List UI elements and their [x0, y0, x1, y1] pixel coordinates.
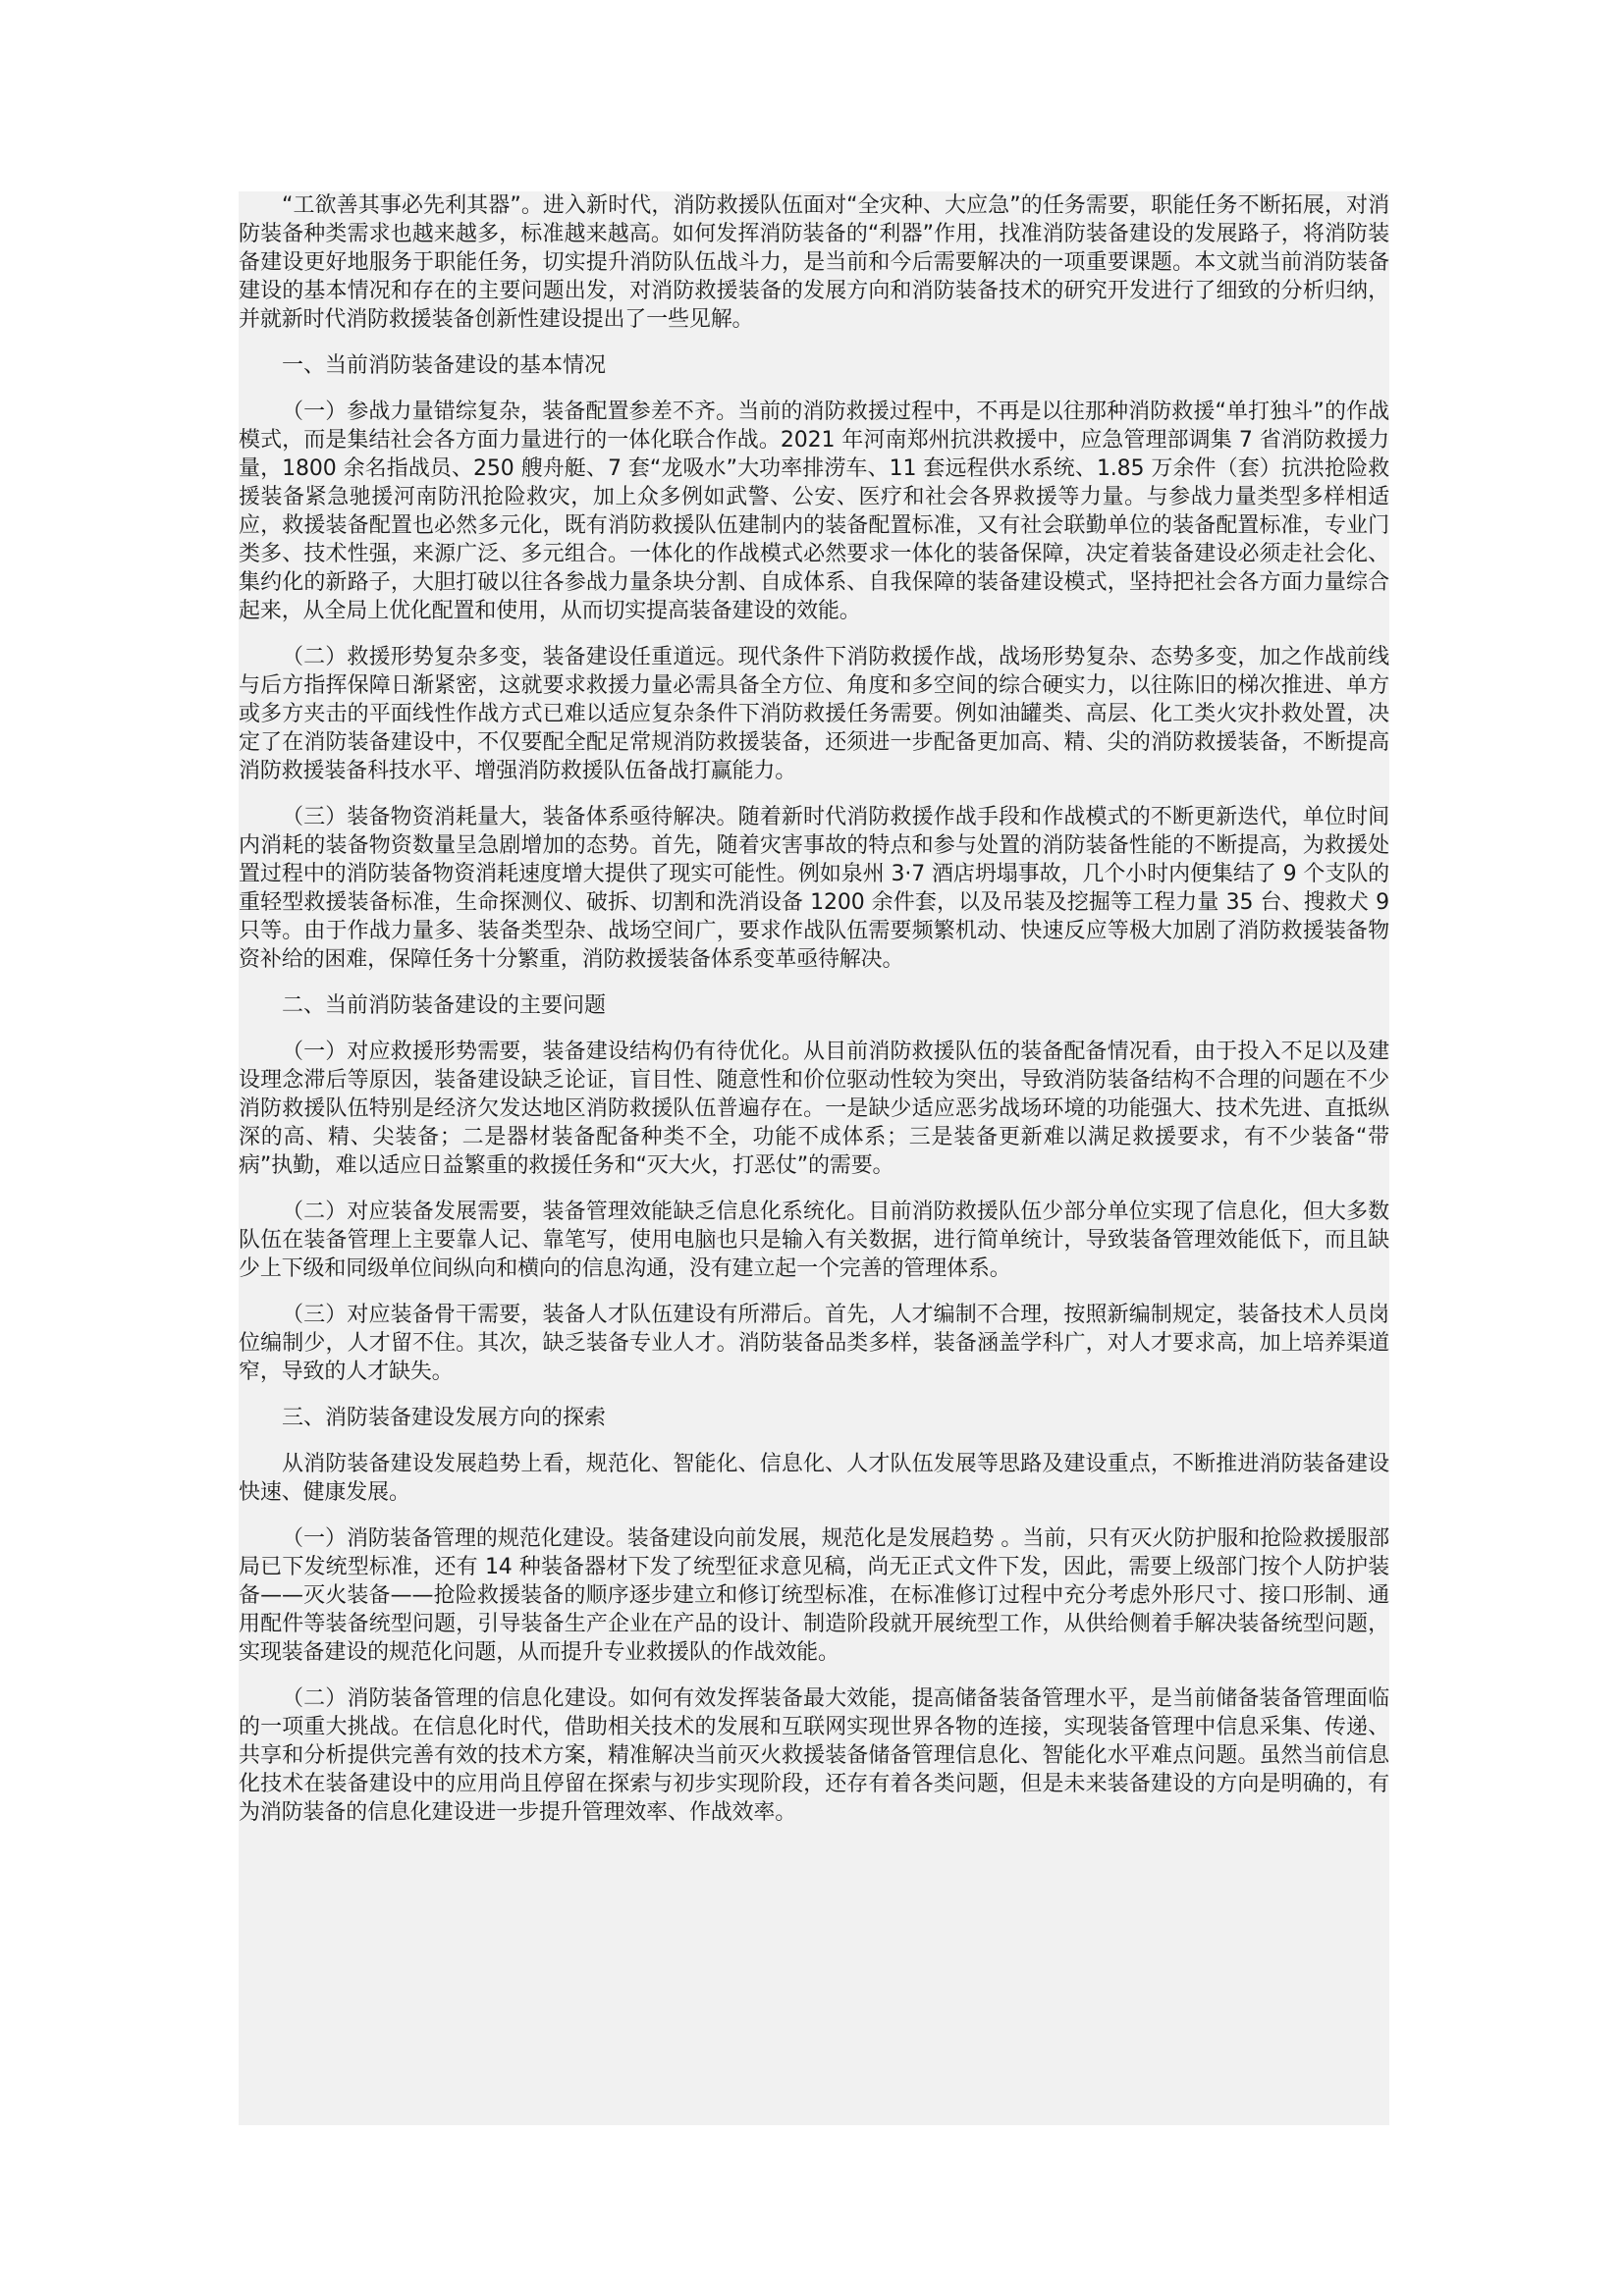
- section2-paragraph-1: （一）对应救援形势需要，装备建设结构仍有待优化。从目前消防救援队伍的装备配备情况看，由于投入不足以及建设理念滞后等原因，装备建设缺乏论证，盲目性、随意性和价位驱动性较为突出，导致消防装备结构不合理的问题在不少消防救援队伍特别是经济欠发达地区消防救援队伍普遍存在。一是缺少适应恶劣战场环境的功能强大、技术先进、直抵纵深的高、精、尖装备；二是器材装备配备种类不全，功能不成体系；三是装备更新难以满足救援要求，有不少装备“带病”执勤，难以适应日益繁重的救援任务和“灭大火，打恶仗”的需要。: [239, 1040, 1389, 1178]
- intro-paragraph: “工欲善其事必先利其器”。进入新时代，消防救援队伍面对“全灾种、大应急”的任务需要，职能任务不断拓展，对消防装备种类需求也越来越多，标准越来越高。如何发挥消防装备的“利器”作用，找准消防装备建设的发展路子，将消防装备建设更好地服务于职能任务，切实提升消防队伍战斗力，是当前和今后需要解决的一项重要课题。本文就当前消防装备建设的基本情况和存在的主要问题出发，对消防救援装备的发展方向和消防装备技术的研究开发进行了细致的分析归纳，并就新时代消防救援装备创新性建设提出了一些见解。: [239, 193, 1389, 332]
- section1-paragraph-1: （一）参战力量错综复杂，装备配置参差不齐。当前的消防救援过程中，不再是以往那种消防救援“单打独斗”的作战模式，而是集结社会各方面力量进行的一体化联合作战。2021 年河南郑州抗洪救援中，应急管理部调集 7 省消防救援力量，1800 余名指战员、250 艘舟艇、7 套“龙吸水”大功率排涝车、11 套远程供水系统、1.85 万余件（套）抗洪抢险救援装备紧急驰援河南防汛抢险救灾，加上众多例如武警、公安、医疗和社会各界救援等力量。与参战力量类型多样相适应，救援装备配置也必然多元化，既有消防救援队伍建制内的装备配置标准，又有社会联勤单位的装备配置标准，专业门类多、技术性强，来源广泛、多元组合。一体化的作战模式必然要求一体化的装备保障，决定着装备建设必须走社会化、集约化的新路子，大胆打破以往各参战力量条块分割、自成体系、自我保障的装备建设模式，坚持把社会各方面力量综合起来，从全局上优化配置和使用，从而切实提高装备建设的效能。: [239, 400, 1389, 623]
- section2-heading: 二、当前消防装备建设的主要问题: [282, 993, 607, 1018]
- article-body: [239, 191, 1389, 2125]
- section3-heading: 三、消防装备建设发展方向的探索: [282, 1406, 607, 1430]
- section1-heading: 一、当前消防装备建设的基本情况: [282, 353, 607, 378]
- section1-paragraph-2: （二）救援形势复杂多变，装备建设任重道远。现代条件下消防救援作战，战场形势复杂、态势多变，加之作战前线与后方指挥保障日渐紧密，这就要求救援力量必需具备全方位、角度和多空间的综合硬实力，以往陈旧的梯次推进、单方或多方夹击的平面线性作战方式已难以适应复杂条件下消防救援任务需要。例如油罐类、高层、化工类火灾扑救处置，决定了在消防装备建设中，不仅要配全配足常规消防救援装备，还须进一步配备更加高、精、尖的消防救援装备，不断提高消防救援装备科技水平、增强消防救援队伍备战打赢能力。: [239, 645, 1389, 783]
- section3-paragraph-2: （二）消防装备管理的信息化建设。如何有效发挥装备最大效能，提高储备装备管理水平，是当前储备装备管理面临的一项重大挑战。在信息化时代，借助相关技术的发展和互联网实现世界各物的连接，实现装备管理中信息采集、传递、共享和分析提供完善有效的技术方案，精准解决当前灭火救援装备储备管理信息化、智能化水平难点问题。虽然当前信息化技术在装备建设中的应用尚且停留在探索与初步实现阶段，还存有着各类问题，但是未来装备建设的方向是明确的，有为消防装备的信息化建设进一步提升管理效率、作战效率。: [239, 1686, 1389, 1825]
- section1-paragraph-3: （三）装备物资消耗量大，装备体系亟待解决。随着新时代消防救援作战手段和作战模式的不断更新迭代，单位时间内消耗的装备物资数量呈急剧增加的态势。首先，随着灾害事故的特点和参与处置的消防装备性能的不断提高，为救援处置过程中的消防装备物资消耗速度增大提供了现实可能性。例如泉州 3·7 酒店坍塌事故，几个小时内便集结了 9 个支队的重轻型救援装备标准，生命探测仪、破拆、切割和洗消设备 1200 余件套，以及吊装及挖掘等工程力量 35 台、搜救犬 9 只等。由于作战力量多、装备类型杂、战场空间广，要求作战队伍需要频繁机动、快速反应等极大加剧了消防救援装备物资补给的困难，保障任务十分繁重，消防救援装备体系变革亟待解决。: [239, 805, 1389, 972]
- section2-paragraph-2: （二）对应装备发展需要，装备管理效能缺乏信息化系统化。目前消防救援队伍少部分单位实现了信息化，但大多数队伍在装备管理上主要靠人记、靠笔写，使用电脑也只是输入有关数据，进行简单统计，导致装备管理效能低下，而且缺少上下级和同级单位间纵向和横向的信息沟通，没有建立起一个完善的管理体系。: [239, 1200, 1389, 1281]
- section3-paragraph-1: （一）消防装备管理的规范化建设。装备建设向前发展，规范化是发展趋势 。当前，只有灭火防护服和抢险救援服部局已下发统型标准，还有 14 种装备器材下发了统型征求意见稿，尚无正式文件下发，因此，需要上级部门按个人防护装备——灭火装备——抢险救援装备的顺序逐步建立和修订统型标准，在标准修订过程中充分考虑外形尺寸、接口形制、通用配件等装备统型问题，引导装备生产企业在产品的设计、制造阶段就开展统型工作，从供给侧着手解决装备统型问题，实现装备建设的规范化问题，从而提升专业救援队的作战效能。: [239, 1526, 1389, 1665]
- section3-paragraph-0: 从消防装备建设发展趋势上看，规范化、智能化、信息化、人才队伍发展等思路及建设重点，不断推进消防装备建设快速、健康发展。: [239, 1452, 1389, 1505]
- section2-paragraph-3: （三）对应装备骨干需要，装备人才队伍建设有所滞后。首先，人才编制不合理，按照新编制规定，装备技术人员岗位编制少，人才留不住。其次，缺乏装备专业人才。消防装备品类多样，装备涵盖学科广，对人才要求高，加上培养渠道窄，导致的人才缺失。: [239, 1303, 1389, 1384]
